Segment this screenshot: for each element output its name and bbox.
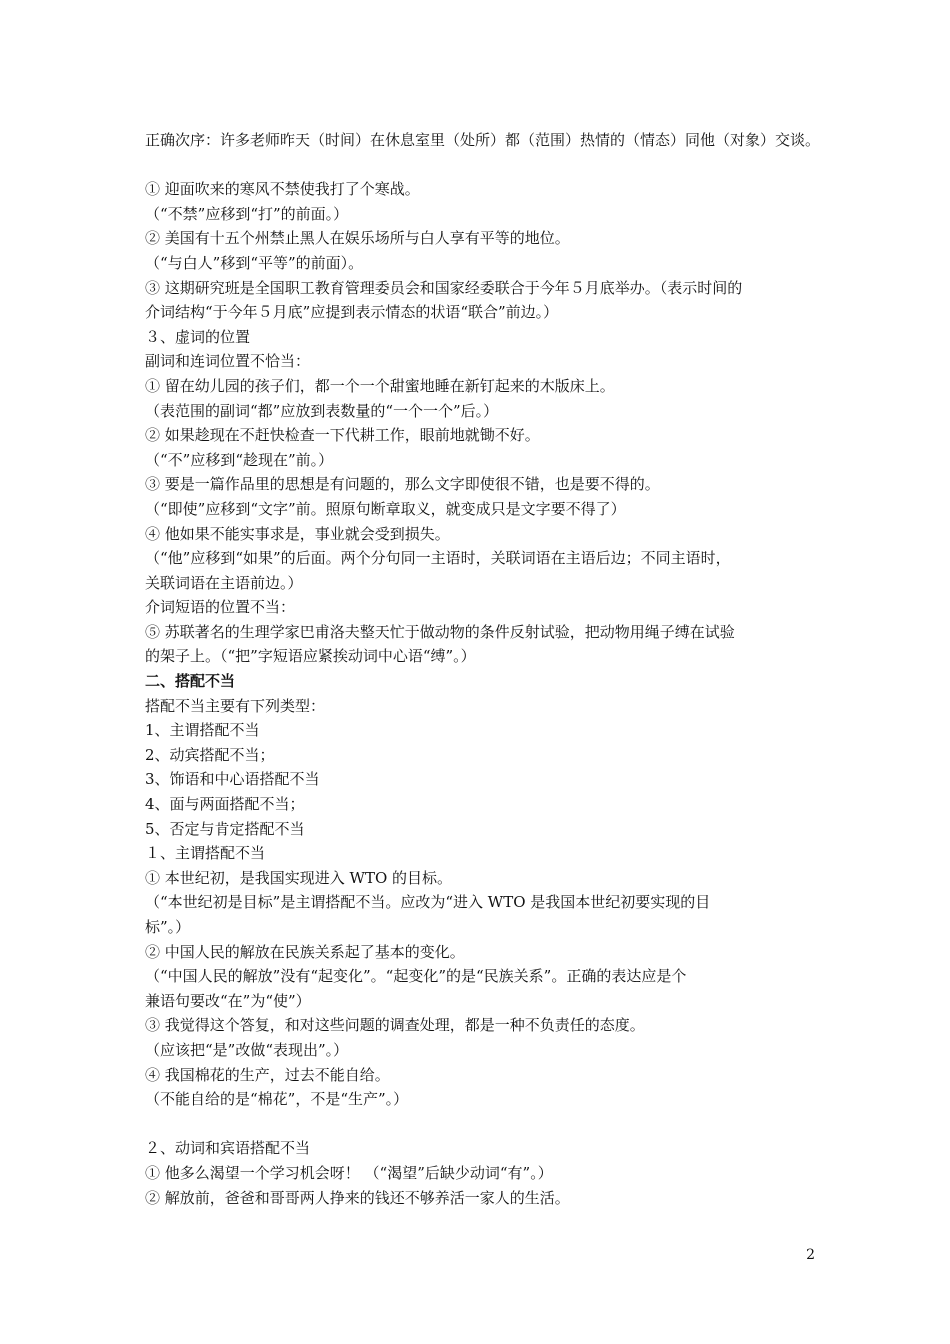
- text-line: 搭配不当主要有下列类型：: [145, 696, 326, 715]
- text-line: ３、虚词的位置: [145, 327, 251, 346]
- section-heading: 二、搭配不当: [145, 672, 236, 691]
- text-line: 介词短语的位置不当：: [145, 598, 296, 617]
- text-line: 副词和连词位置不恰当：: [145, 352, 311, 371]
- text-line: （“即使”应移到“文字”前。照原句断章取义，就变成只是文字要不得了）: [145, 499, 626, 518]
- text-line: 兼语句要改“在”为“使”）: [145, 991, 311, 1010]
- text-line: 的架子上。（“把”字短语应紧挨动词中心语“缚”。）: [145, 647, 476, 666]
- text-line: （表范围的副词“都”应放到表数量的“一个一个”后。）: [145, 401, 499, 420]
- document-body: [145, 128, 821, 1210]
- text-line: （“不禁”应移到“打”的前面。）: [145, 204, 349, 223]
- text-line: 介词结构“于今年５月底”应提到表示情态的状语“联合”前边。）: [145, 303, 559, 322]
- text-line: 1、主谓搭配不当: [145, 721, 260, 740]
- text-line: ② 美国有十五个州禁止黑人在娱乐场所与白人享有平等的地位。: [145, 229, 570, 248]
- text-line: 标”。）: [145, 918, 191, 936]
- text-line: 3、饰语和中心语搭配不当: [145, 770, 320, 789]
- text-line: 5、否定与肯定搭配不当: [145, 819, 305, 838]
- text-line: （“与白人”移到“平等”的前面）。: [145, 253, 364, 272]
- text-line: ① 他多么渴望一个学习机会呀！ （“渴望”后缺少动词“有”。）: [145, 1163, 553, 1182]
- text-line: ③ 我觉得这个答复，和对这些问题的调查处理，都是一种不负责任的态度。: [145, 1016, 645, 1035]
- text-line: ④ 我国棉花的生产，过去不能自给。: [145, 1065, 390, 1084]
- text-line: ② 中国人民的解放在民族关系起了基本的变化。: [145, 942, 465, 961]
- text-line: （“不”应移到“趁现在”前。）: [145, 450, 334, 469]
- text-line: ③ 要是一篇作品里的思想是有问题的，那么文字即使很不错，也是要不得的。: [145, 475, 660, 494]
- text-line: （应该把“是”改做“表现出”。）: [145, 1040, 349, 1059]
- text-line: 4、面与两面搭配不当；: [145, 795, 305, 814]
- text-line: ② 解放前，爸爸和哥哥两人挣来的钱还不够养活一家人的生活。: [145, 1188, 570, 1207]
- blank-line: [145, 1112, 815, 1137]
- text-line: ④ 他如果不能实事求是，事业就会受到损失。: [145, 524, 450, 543]
- text-line: （“中国人民的解放”没有“起变化”。“起变化”的是“民族关系”。正确的表达应是个: [145, 967, 687, 986]
- text-line: ③ 这期研究班是全国职工教育管理委员会和国家经委联合于今年５月底举办。（表示时间的: [145, 278, 743, 297]
- text-line: ① 本世纪初，是我国实现进入 WTO 的目标。: [145, 868, 453, 887]
- text-line: 2、动宾搭配不当；: [145, 745, 275, 764]
- text-line: ① 迎面吹来的寒风不禁使我打了个寒战。: [145, 180, 420, 199]
- text-line: １、主谓搭配不当: [145, 844, 266, 863]
- text-line: ② 如果趁现在不赶快检查一下代耕工作，眼前地就锄不好。: [145, 426, 540, 445]
- text-line: ⑤ 苏联著名的生理学家巴甫洛夫整天忙于做动物的条件反射试验，把动物用绳子缚在试验: [145, 622, 735, 641]
- text-line: （“他”应移到“如果”的后面。两个分句同一主语时，关联词语在主语后边；不同主语时，: [145, 549, 731, 568]
- text-line: 关联词语在主语前边。）: [145, 573, 303, 592]
- text-line: （“本世纪初是目标”是主谓搭配不当。应改为“进入 WTO 是我国本世纪初要实现的目: [145, 893, 711, 912]
- page-number: 2: [806, 1247, 815, 1263]
- text-line: 正确次序：许多老师昨天（时间）在休息室里（处所）都（范围）热情的（情态）同他（对象）交谈。: [145, 131, 821, 149]
- blank-line: [145, 153, 815, 178]
- text-line: ２、动词和宾语搭配不当: [145, 1139, 311, 1158]
- text-line: （不能自给的是“棉花”，不是“生产”。）: [145, 1090, 409, 1109]
- text-line: ① 留在幼儿园的孩子们，都一个一个甜蜜地睡在新钉起来的木版床上。: [145, 376, 615, 395]
